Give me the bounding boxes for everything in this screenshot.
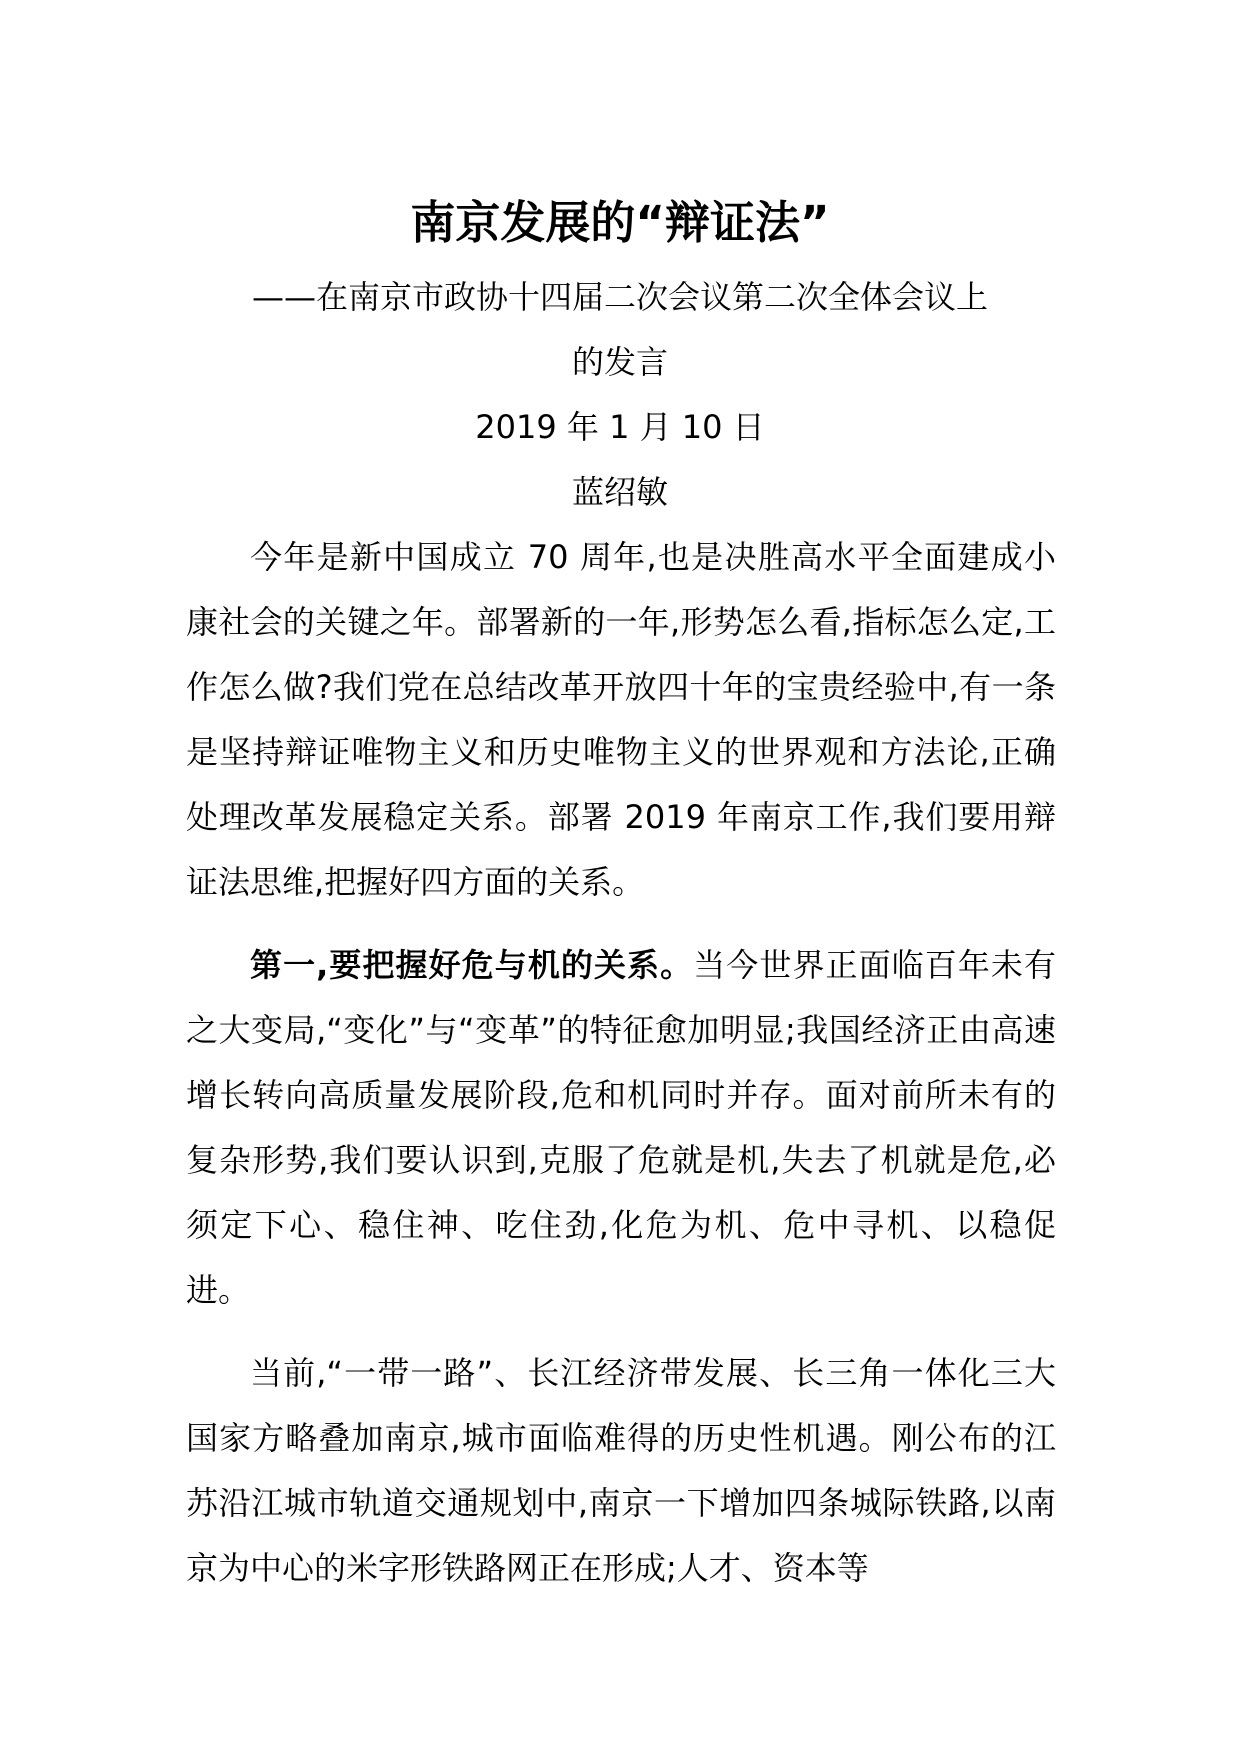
paragraph-2 (186, 933, 1056, 1323)
paragraph-3 (186, 1341, 1056, 1601)
paragraph-1 (186, 525, 1056, 915)
document-header-info (185, 265, 1055, 525)
document-date: 2019 年 1 月 10 日 (475, 408, 765, 446)
paragraph-text: 当今世界正面临百年未有之大变局,“变化”与“变革”的特征愈加明显;我国经济正由高速增长转向高质量发展阶段,危和机同时并存。面对前所未有的复杂形势,我们要认识到,克服了危就是机,失去了机就是危,必须定下心、稳住神、吃住劲,化危为机、危中寻机、以稳促进。 (186, 946, 1056, 1309)
subtitle-line-1: ——在南京市政协十四届二次会议第二次全体会议上 (251, 278, 988, 316)
subtitle-line-2: 的发言 (571, 343, 668, 381)
paragraph-lead: 第一,要把握好危与机的关系。 (250, 946, 694, 984)
document-title: 南京发展的“辩证法” (410, 196, 830, 249)
document-body (186, 525, 1056, 1601)
paragraph-text: 今年是新中国成立 70 周年,也是决胜高水平全面建成小康社会的关键之年。部署新的一年,形势怎么看,指标怎么定,工作怎么做?我们党在总结改革开放四十年的宝贵经验中,有一条是坚持辩证唯物主义和历史唯物主义的世界观和方法论,正确处理改革发展稳定关系。部署 2019 年南京工作,我们要用辩证法思维,把握好四方面的关系。 (186, 538, 1056, 901)
document-author: 蓝绍敏 (571, 473, 668, 511)
paragraph-text: 当前,“一带一路”、长江经济带发展、长三角一体化三大国家方略叠加南京,城市面临难得的历史性机遇。刚公布的江苏沿江城市轨道交通规划中,南京一下增加四条城际铁路,以南京为中心的米字形铁路网正在形成;人才、资本等 (186, 1354, 1056, 1587)
